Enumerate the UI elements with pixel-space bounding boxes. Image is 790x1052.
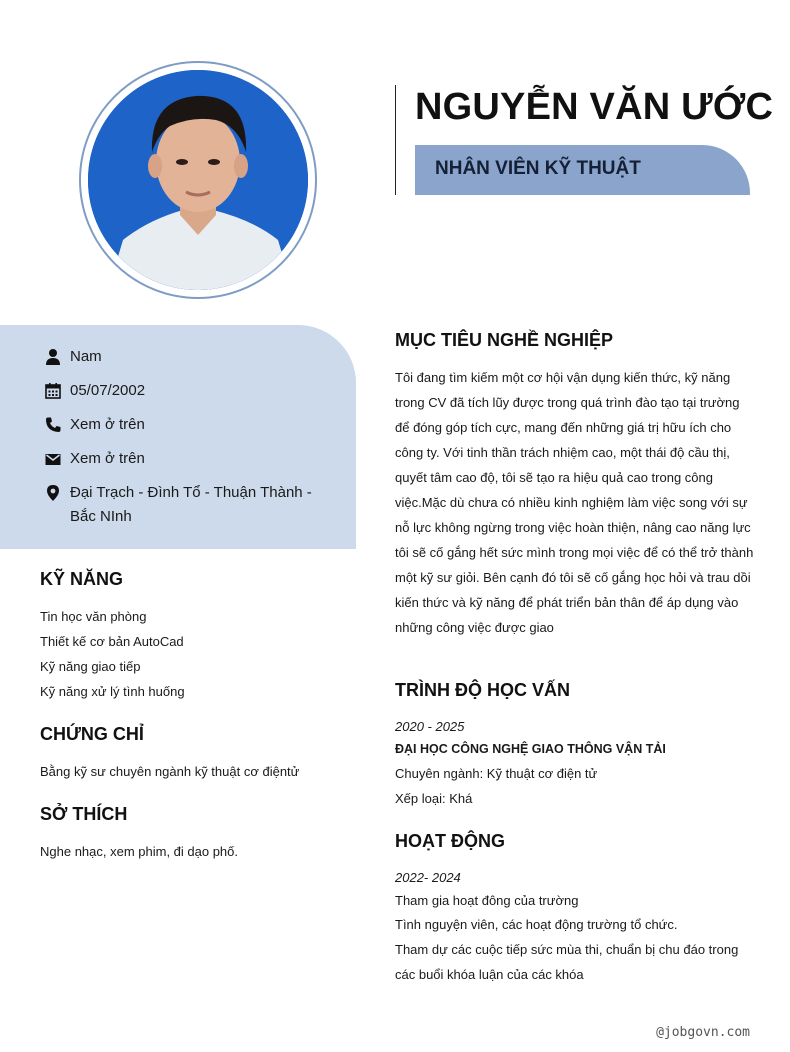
certificates-heading: CHỨNG CHỈ bbox=[40, 724, 144, 744]
education-grade: Xếp loại: Khá bbox=[395, 791, 473, 806]
contact-address bbox=[44, 484, 324, 529]
skill-item: Thiết kế cơ bản AutoCad bbox=[40, 634, 184, 649]
contact-birthday bbox=[44, 382, 145, 403]
activity-item: Tham gia hoạt đông của trường bbox=[395, 893, 579, 908]
avatar bbox=[88, 70, 308, 290]
job-title: NHÂN VIÊN KỸ THUẬT bbox=[435, 158, 641, 179]
activities-period: 2022- 2024 bbox=[395, 870, 461, 885]
contact-phone bbox=[44, 416, 145, 437]
phone-text: Xem ở trên bbox=[70, 416, 145, 433]
person-icon bbox=[44, 348, 62, 366]
hobbies-heading: SỞ THÍCH bbox=[40, 804, 128, 824]
certificate-item: Bằng kỹ sư chuyên ngành kỹ thuật cơ điệntử bbox=[40, 764, 300, 779]
skill-item: Tin học văn phòng bbox=[40, 609, 147, 624]
phone-icon bbox=[44, 416, 62, 434]
objective-heading: MỤC TIÊU NGHỀ NGHIỆP bbox=[395, 330, 614, 350]
location-icon bbox=[44, 484, 62, 502]
gender-text: Nam bbox=[70, 348, 102, 365]
skills-heading: KỸ NĂNG bbox=[40, 569, 124, 589]
activities-heading: HOẠT ĐỘNG bbox=[395, 831, 505, 851]
hobbies-text: Nghe nhạc, xem phim, đi dạo phố. bbox=[40, 844, 239, 859]
footer-brand: @jobgovn.com bbox=[656, 1025, 750, 1040]
avatar-photo bbox=[88, 70, 308, 290]
education-school: ĐẠI HỌC CÔNG NGHỆ GIAO THÔNG VẬN TẢI bbox=[395, 742, 666, 756]
email-text: Xem ở trên bbox=[70, 450, 145, 467]
candidate-name: NGUYỄN VĂN ƯỚC bbox=[415, 86, 774, 128]
activity-item: Tham dự các cuộc tiếp sức mùa thi, chuẩn bị chu đáo trong bbox=[395, 942, 739, 957]
objective-text: Tôi đang tìm kiếm một cơ hội vận dụng kiến thức, kỹ năng trong CV đã tích lũy được trong quá trình đào tạo tại trường để đóng góp tích cực, mang đến những giá trị hữu ích cho công ty. Với tinh thần trách nhiệm cao, một thái độ cầu thị, quyết tâm cao độ, tôi sẽ tạo ra hiệu quả cao trong công việc.Mặc dù chưa có nhiều kinh nghiệm làm việc song với sự nỗ lực không ngừng trong việc hoàn thiện, nâng cao năng lực tôi sẽ cố gắng hết sức mình trong mọi việc để có thể trở thành một kỹ sư giỏi. Bên cạnh đó tôi sẽ cố gắng học hỏi và trau dồi kiến thức và kỹ năng để phát triển bản thân để áp dụng vào những công việc được giao bbox=[395, 370, 754, 635]
address-text: Đại Trạch - Đình Tổ - Thuận Thành - Bắc NInh bbox=[70, 484, 312, 525]
contact-email bbox=[44, 450, 145, 471]
header-divider bbox=[395, 85, 396, 195]
activity-item: Tình nguyện viên, các hoạt động trường tổ chức. bbox=[395, 917, 678, 932]
job-title-banner bbox=[415, 145, 750, 195]
birthday-text: 05/07/2002 bbox=[70, 382, 146, 399]
skill-item: Kỹ năng xử lý tình huống bbox=[40, 684, 185, 699]
education-major: Chuyên ngành: Kỹ thuật cơ điện tử bbox=[395, 766, 598, 781]
contact-gender bbox=[44, 348, 102, 369]
education-period: 2020 - 2025 bbox=[395, 719, 465, 734]
activity-item: các buổi khóa luận của các khóa bbox=[395, 967, 584, 982]
calendar-icon bbox=[44, 382, 62, 400]
education-heading: TRÌNH ĐỘ HỌC VẤN bbox=[395, 680, 570, 700]
skill-item: Kỹ năng giao tiếp bbox=[40, 659, 141, 674]
email-icon bbox=[44, 450, 62, 468]
